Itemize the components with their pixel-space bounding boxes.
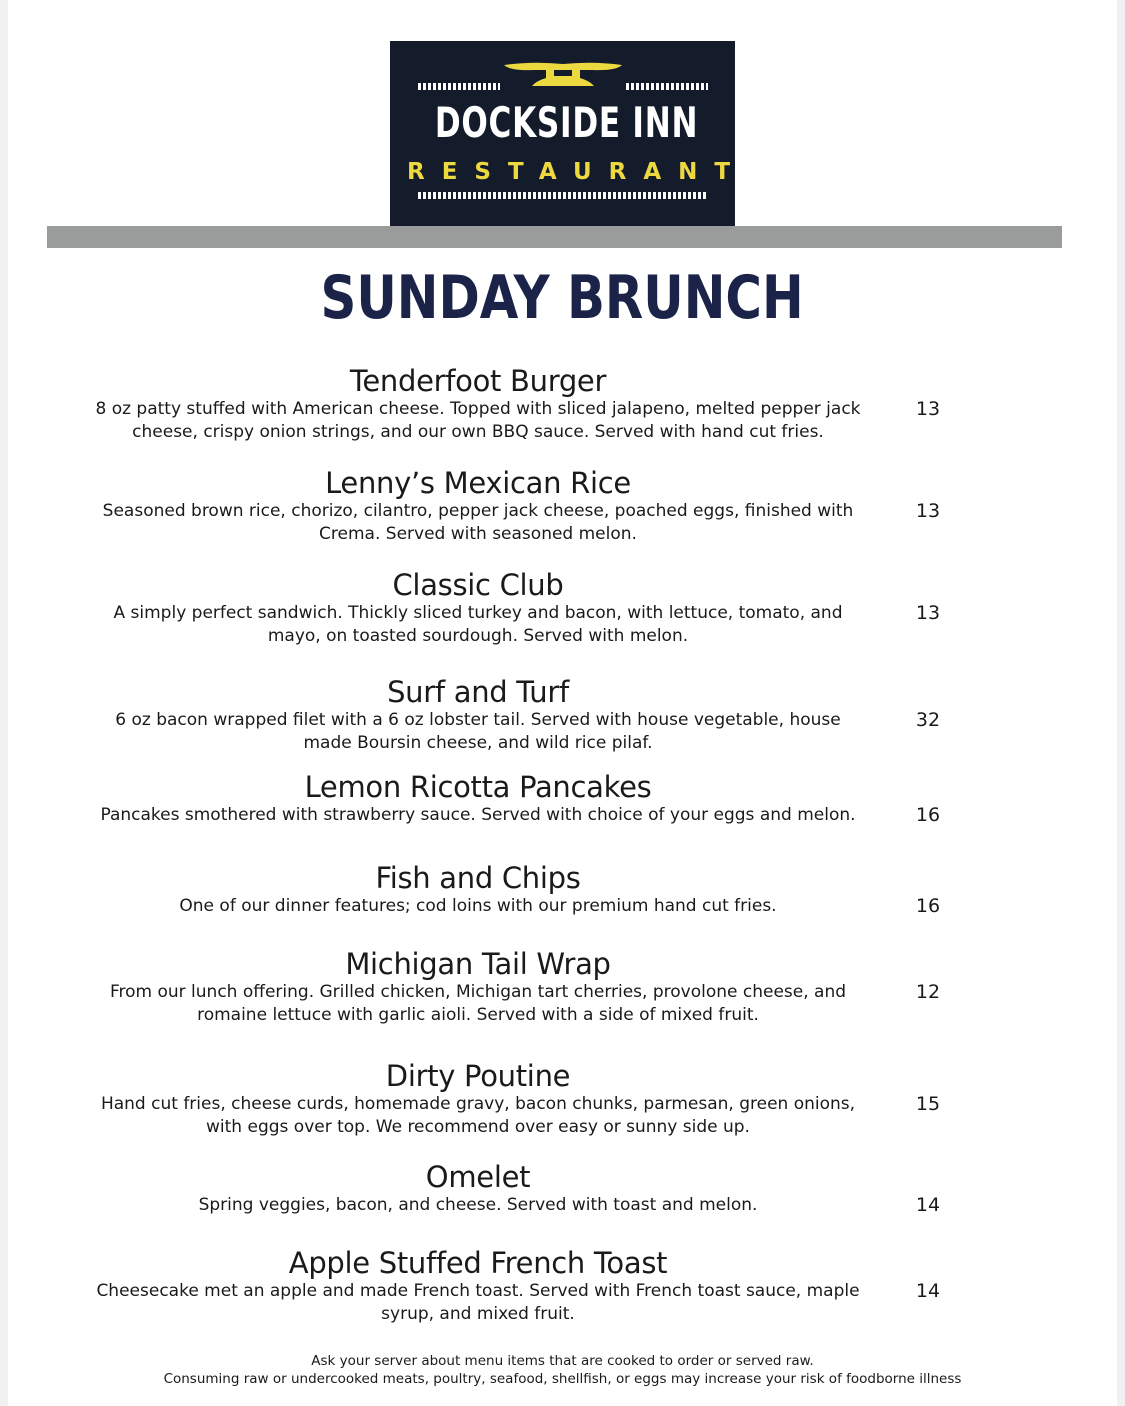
boat-cleat-icon: [502, 59, 624, 89]
menu-item-name: Lemon Ricotta Pancakes: [304, 770, 652, 804]
menu-item-description: 8 oz patty stuffed with American cheese. Topped with sliced jalapeno, melted pepper jack cheese, crispy onion strings, and our own BBQ sauce. Served with hand cut fries.: [95, 399, 861, 442]
menu-title: [0, 256, 1125, 340]
menu-item-price: 13: [915, 500, 941, 522]
menu-item-name: Dirty Poutine: [385, 1059, 571, 1093]
menu-item-name: Fish and Chips: [375, 861, 581, 895]
menu-item-description: One of our dinner features; cod loins with our premium hand cut fries.: [179, 896, 777, 916]
menu-item-description: Cheesecake met an apple and made French toast. Served with French toast sauce, maple syrup, and mixed fruit.: [96, 1281, 860, 1324]
logo-title: DOCKSIDE INN: [434, 98, 699, 147]
restaurant-logo: [390, 41, 748, 226]
disclaimer-line-1: Ask your server about menu items that are cooked to order or served raw.: [311, 1353, 814, 1369]
menu-item-price: 14: [915, 1280, 941, 1302]
menu-item-price: 15: [915, 1093, 941, 1115]
menu-item-price: 16: [915, 895, 941, 917]
menu-item-description: Seasoned brown rice, chorizo, cilantro, pepper jack cheese, poached eggs, finished with Crema. Served with seasoned melon.: [102, 501, 854, 544]
menu-item-price: 32: [915, 709, 941, 731]
menu-item-description: A simply perfect sandwich. Thickly sliced turkey and bacon, with lettuce, tomato, and mayo, on toasted sourdough. Served with melon.: [113, 603, 843, 646]
menu-item-name: Apple Stuffed French Toast: [288, 1246, 668, 1280]
menu-item-description: Spring veggies, bacon, and cheese. Served with toast and melon.: [198, 1195, 758, 1215]
disclaimer-line-2: Consuming raw or undercooked meats, poultry, seafood, shellfish, or eggs may increase your risk of foodborne illness: [163, 1371, 962, 1387]
menu-item-name: Michigan Tail Wrap: [345, 947, 611, 981]
menu-item-price: 12: [915, 981, 941, 1003]
header-divider: [47, 226, 1062, 248]
menu-item-description: From our lunch offering. Grilled chicken, Michigan tart cherries, provolone cheese, and romaine lettuce with garlic aioli. Served with a side of mixed fruit.: [109, 982, 847, 1025]
menu-item-price: 14: [915, 1194, 941, 1216]
logo-subtitle: RESTAURANT: [407, 159, 748, 185]
menu-title-text: SUNDAY BRUNCH: [320, 263, 805, 333]
menu-item-price: 16: [915, 804, 941, 826]
menu-item-price: 13: [915, 398, 941, 420]
menu-item-name: Lenny’s Mexican Rice: [325, 466, 631, 500]
logo-rope-bottom: [418, 192, 708, 199]
menu-item-description: Hand cut fries, cheese curds, homemade gravy, bacon chunks, parmesan, green onions, with eggs over top. We recommend over easy or sunny side up.: [100, 1094, 856, 1137]
menu-item-price: 13: [915, 602, 941, 624]
menu-item-description: 6 oz bacon wrapped filet with a 6 oz lobster tail. Served with house vegetable, house made Boursin cheese, and wild rice pilaf.: [115, 710, 841, 753]
logo-rope-top-left: [418, 83, 500, 90]
menu-item-name: Surf and Turf: [387, 675, 569, 709]
menu-item-name: Classic Club: [392, 568, 564, 602]
logo-rope-top-right: [626, 83, 708, 90]
menu-item-description: Pancakes smothered with strawberry sauce. Served with choice of your eggs and melon.: [100, 805, 856, 825]
menu-item-name: Omelet: [425, 1160, 531, 1194]
menu-item-name: Tenderfoot Burger: [349, 364, 607, 398]
